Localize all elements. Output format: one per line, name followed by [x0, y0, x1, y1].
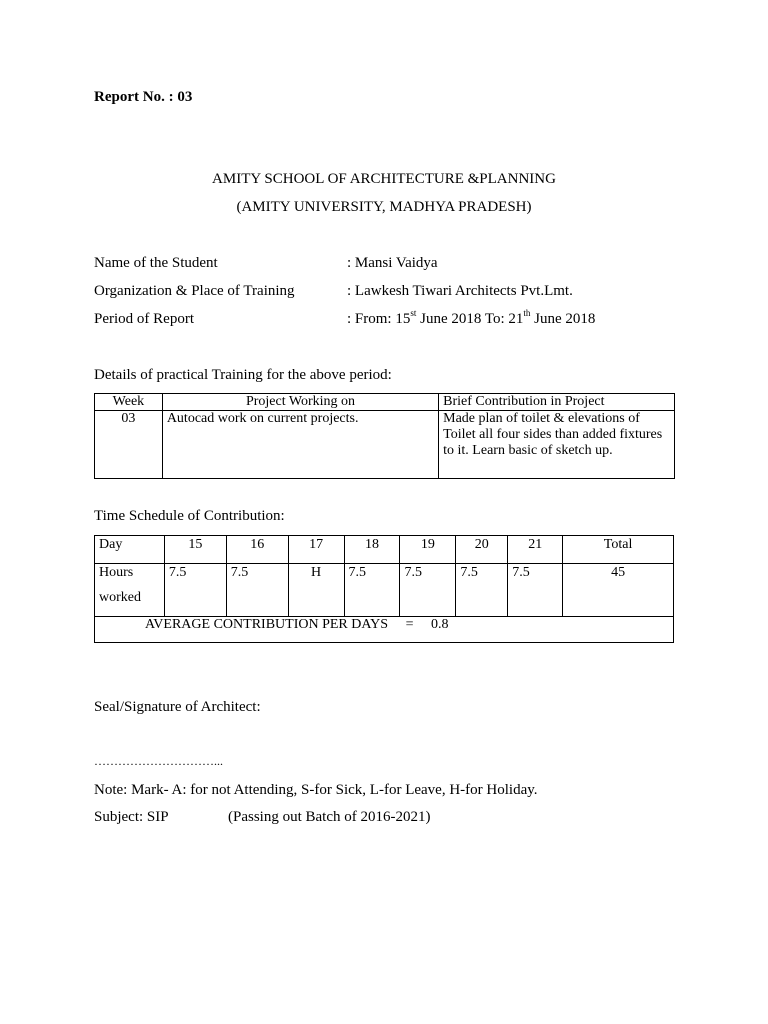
project-cell: Autocad work on current projects. — [162, 411, 438, 479]
day-cell: 15 — [164, 536, 226, 564]
details-heading: Details of practical Training for the above period: — [94, 367, 392, 383]
total-label: Total — [563, 536, 674, 564]
day-row — [95, 536, 674, 564]
day-label: Day — [95, 536, 165, 564]
hours-cell: 7.5 — [344, 564, 400, 617]
organization-label: Organization & Place of Training — [94, 283, 295, 299]
total-hours: 45 — [563, 564, 674, 617]
student-value: : Mansi Vaidya — [347, 255, 438, 271]
hours-cell: 7.5 — [456, 564, 508, 617]
day-cell: 16 — [226, 536, 288, 564]
table-row — [95, 411, 675, 479]
day-cell: 20 — [456, 536, 508, 564]
day-cell: 17 — [288, 536, 344, 564]
organization-value: : Lawkesh Tiwari Architects Pvt.Lmt. — [347, 283, 573, 299]
day-cell: 18 — [344, 536, 400, 564]
training-table — [94, 393, 675, 479]
hours-cell: 7.5 — [164, 564, 226, 617]
day-cell: 21 — [508, 536, 563, 564]
period-label: Period of Report — [94, 311, 194, 327]
hours-cell: 7.5 — [400, 564, 456, 617]
schedule-heading: Time Schedule of Contribution: — [94, 508, 285, 524]
hours-cell: 7.5 — [226, 564, 288, 617]
subject-batch: (Passing out Batch of 2016-2021) — [228, 809, 431, 825]
hours-cell: 7.5 — [508, 564, 563, 617]
student-label: Name of the Student — [94, 255, 218, 271]
table-header-row — [95, 394, 675, 411]
hours-label: Hours worked — [95, 564, 165, 617]
schedule-table — [94, 535, 674, 643]
hours-cell: H — [288, 564, 344, 617]
university-name: (AMITY UNIVERSITY, MADHYA PRADESH) — [236, 199, 532, 215]
subject-label: Subject: SIP — [94, 809, 169, 825]
header-contribution: Brief Contribution in Project — [439, 394, 675, 411]
contribution-cell: Made plan of toilet & elevations of Toilet all four sides than added fixtures to it. Learn basic of sketch up. — [439, 411, 675, 479]
day-cell: 19 — [400, 536, 456, 564]
school-name: AMITY SCHOOL OF ARCHITECTURE &PLANNING — [212, 171, 556, 187]
seal-label: Seal/Signature of Architect: — [94, 699, 261, 715]
hours-row — [95, 564, 674, 617]
header-week: Week — [95, 394, 163, 411]
header-project: Project Working on — [162, 394, 438, 411]
report-number: Report No. : 03 — [94, 89, 193, 105]
average-contribution: AVERAGE CONTRIBUTION PER DAYS = 0.8 — [95, 617, 674, 643]
period-value: : From: 15st June 2018 To: 21th June 2018 — [347, 308, 596, 327]
week-cell: 03 — [95, 411, 163, 479]
average-row — [95, 617, 674, 643]
note: Note: Mark- A: for not Attending, S-for Sick, L-for Leave, H-for Holiday. — [94, 782, 538, 798]
signature-line: …………………………... — [94, 754, 223, 768]
